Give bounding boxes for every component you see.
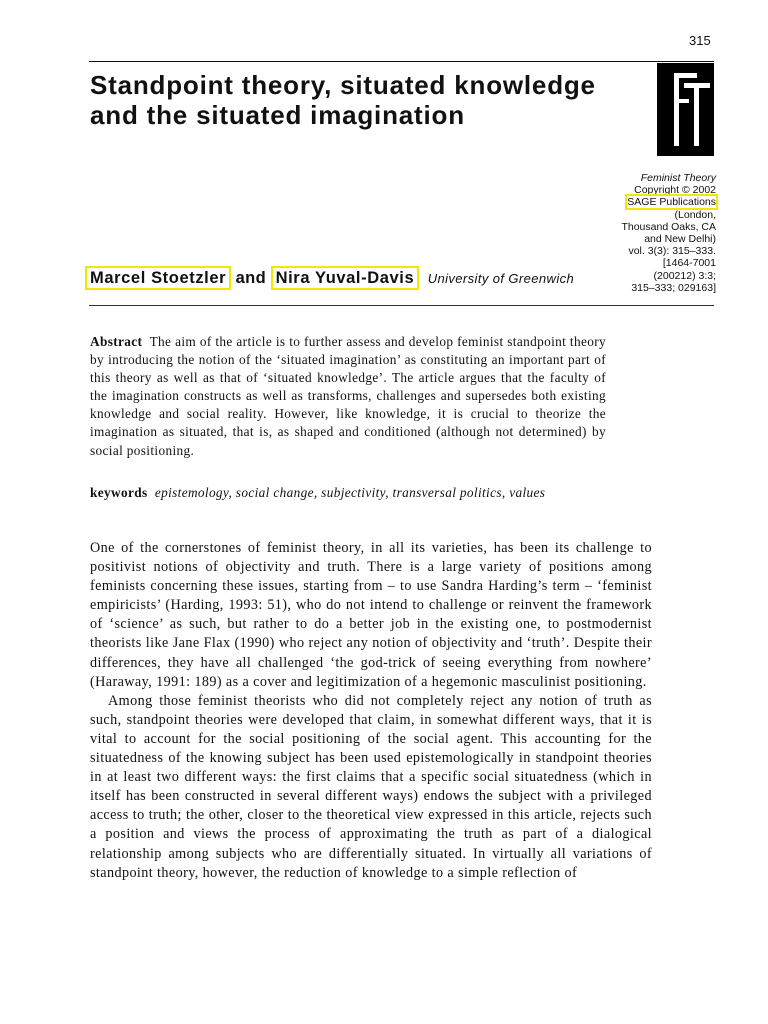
page-number: 315 <box>689 33 711 48</box>
article-title: Standpoint theory, situated knowledge and the situated imagination <box>90 70 596 130</box>
publisher-location: (London, <box>674 208 716 221</box>
publisher-location: and New Delhi) <box>644 233 716 246</box>
keywords-text: epistemology, social change, subjectivity, transversal politics, values <box>154 485 546 500</box>
issn-info: 315–333; 029163] <box>631 281 716 294</box>
body-paragraph: One of the cornerstones of feminist theory, in all its varieties, has been its challenge to positivist notions of objectivity and truth. There is a large variety of positions among feminists concerning these issues, starting from – to use Sandra Harding’s term – ‘feminist empiricists’ (Harding, 1993: 51), who do not intend to challenge or reinvent the framework of ‘science’ as such, but rather to do a better job in the existing one, to postmodernist theorists like Jane Flax (1990) who reject any notion of objectivity and ‘truth’. Despite their differences, they have all challenged ‘the god-trick of seeing everything from nowhere’ (Haraway, 1991: 189) as a cover and legitimization of a hegemonic masculinist positioning. <box>90 540 652 690</box>
journal-info <box>616 172 716 294</box>
issn-info: (200212) 3:3; <box>653 269 716 282</box>
abstract <box>90 333 606 460</box>
abstract-label: Abstract <box>90 334 143 349</box>
author-affiliation: University of Greenwich <box>427 271 575 286</box>
abstract-text: The aim of the article is to further assess and develop feminist standpoint theory by introducing the notion of the ‘situated imagination’ as constituting an important part of this theory as well as that of ‘situated knowledge’. The article argues that the faculty of the imagination constructs as well as transforms, challenges and supersedes both existing knowledge and social reality. However, like knowledge, it is crucial to theorize the imagination as situated, that is, as shaped and conditioned (although not determined) by social positioning. <box>90 334 606 458</box>
journal-name: Feminist Theory <box>640 172 716 184</box>
top-divider <box>89 61 714 62</box>
ft-logo-graphic <box>657 63 714 156</box>
body-paragraph: Among those feminist theorists who did not completely reject any notion of truth as such, standpoint theories were developed that claim, in somewhat different ways, that it is vital to account for the social positioning of the social agent. This accounting for the situatedness of the knowing subject has been used epistemologically in standpoint theories in at least two different ways: the first claims that a specific social situatedness (which in itself has been constructed in several different ways) endows the subject with a privileged access to truth; the other, closer to the theoretical view expressed in this article, rejects such a position and views the process of approximating the truth as part of a dialogical relationship among subjects who are differentially situated. In virtually all variations of standpoint theory, however, the reduction of knowledge to a simple reflection of <box>90 692 652 881</box>
publisher-name: SAGE Publications <box>627 196 716 209</box>
author-name: Nira Yuval-Davis <box>271 266 420 290</box>
author-divider <box>89 305 714 306</box>
keywords <box>90 484 610 502</box>
author-conjunction: and <box>235 269 267 287</box>
article-body <box>90 539 652 883</box>
publisher-location: Thousand Oaks, CA <box>621 220 716 233</box>
volume-info: vol. 3(3): 315–333. <box>628 245 716 258</box>
author-line <box>85 269 574 288</box>
author-name: Marcel Stoetzler <box>85 266 231 290</box>
ft-journal-logo-icon <box>657 63 714 156</box>
issn-info: [1464-7001 <box>662 257 716 270</box>
keywords-label: keywords <box>90 485 148 500</box>
copyright-line: Copyright © 2002 <box>634 184 716 197</box>
